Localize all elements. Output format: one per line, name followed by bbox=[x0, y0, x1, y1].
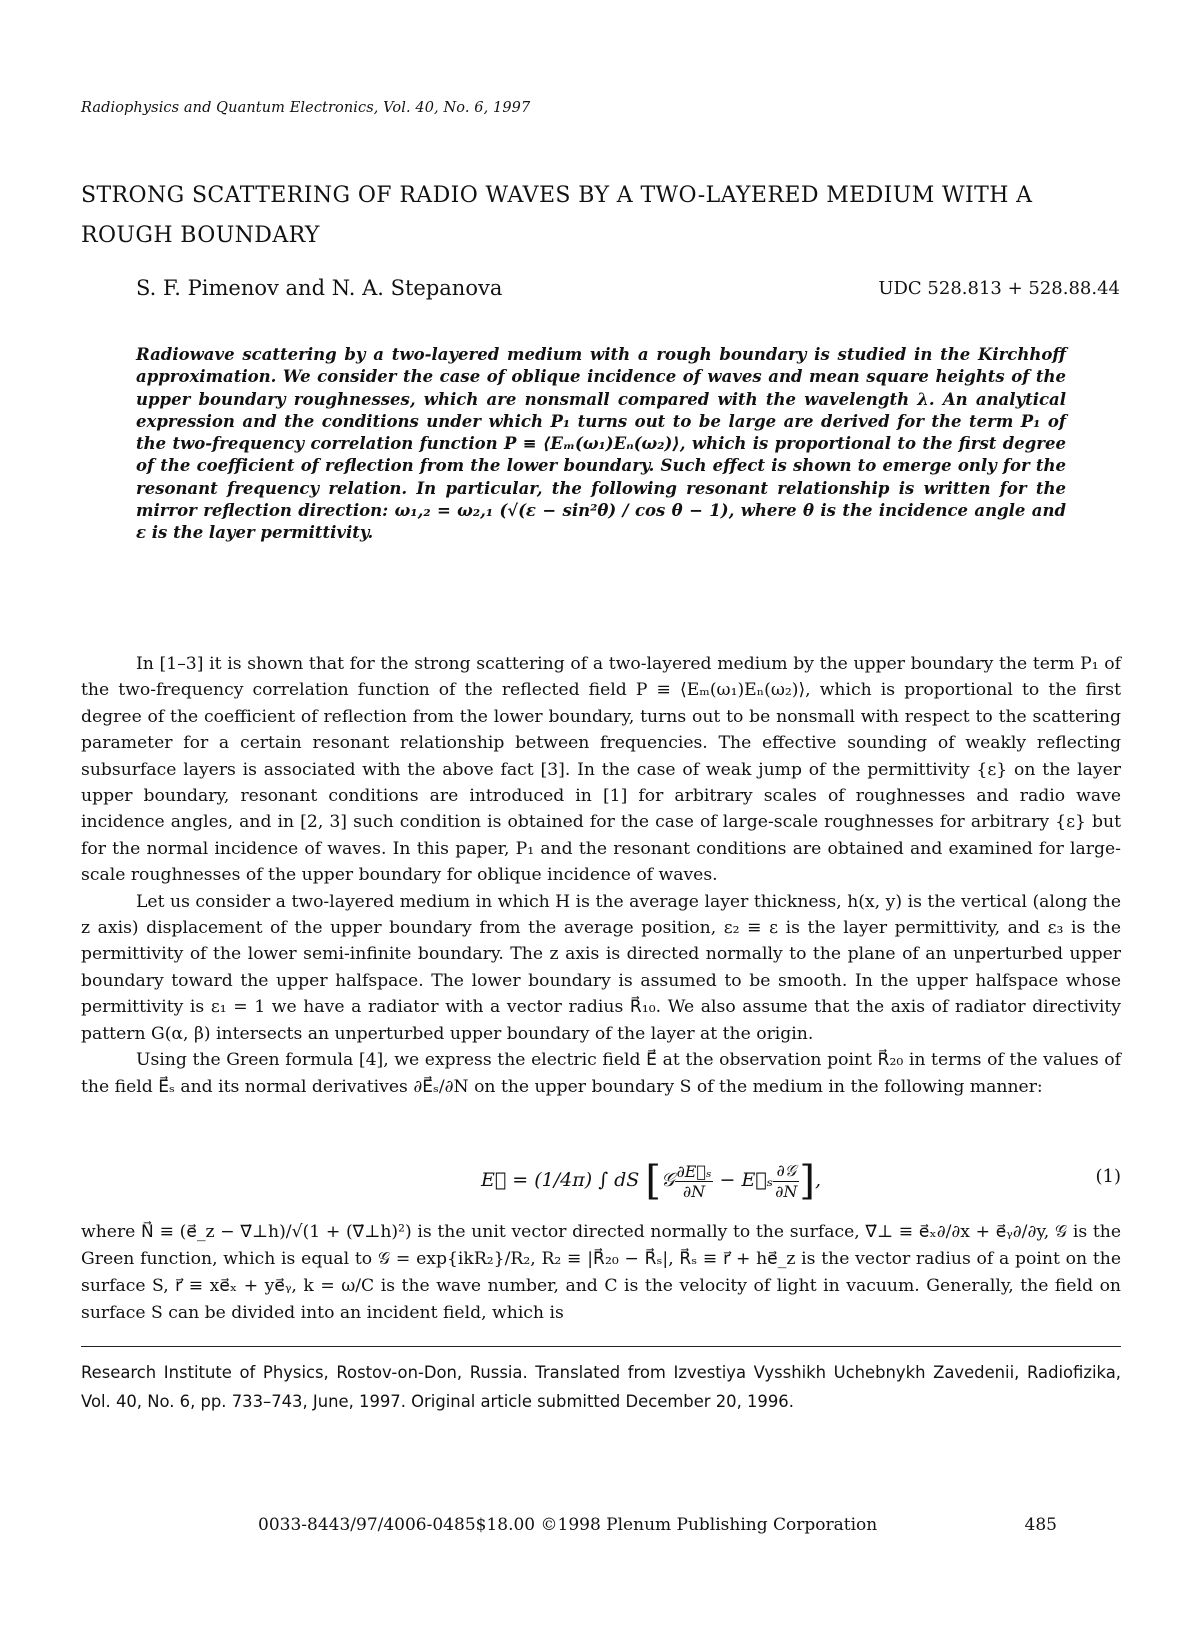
equation-1-tail: , bbox=[815, 1169, 822, 1191]
footnote-divider bbox=[81, 1346, 1121, 1347]
left-bracket: [ bbox=[645, 1158, 661, 1204]
fraction-denominator: ∂N bbox=[775, 1182, 798, 1201]
udc-code: UDC 528.813 + 528.88.44 bbox=[878, 278, 1120, 299]
fraction-numerator: ∂𝒢 bbox=[773, 1161, 799, 1182]
paragraph-intro: In [1–3] it is shown that for the strong scattering of a two-layered medium by the upper boundary the term P₁ of the two-frequency correlation function of the reflected field P ≡ ⟨Eₘ(ω₁)Eₙ(ω₂)⟩, which is proportional to the first degree of the coefficient of reflection from the lower boundary, turns out to be nonsmall with respect to the scattering parameter for a certain resonant relationship between frequencies. The effective sounding of weakly reflecting subsurface layers is associated with the above fact [3]. In the case of weak jump of the permittivity {ε} on the layer upper boundary, resonant conditions are introduced in [1] for arbitrary scales of roughnesses and radio wave incidence angles, and in [2, 3] such condition is obtained for the case of large-scale roughnesses for arbitrary {ε} but for the normal incidence of waves. In this paper, P₁ and the resonant conditions are obtained and examined for large-scale roughnesses of the upper boundary for oblique incidence of waves. bbox=[81, 654, 1121, 886]
page-number: 485 bbox=[1024, 1515, 1057, 1535]
publisher-line: 0033-8443/97/4006-0485$18.00 ©1998 Plenum Publishing Corporation bbox=[258, 1515, 878, 1535]
article-authors: S. F. Pimenov and N. A. Stepanova bbox=[136, 276, 503, 300]
equation-1-left: E⃗ = (1/4π) ∫ dS bbox=[481, 1169, 640, 1191]
equation-1 bbox=[81, 1150, 1121, 1214]
equation-number: (1) bbox=[1095, 1166, 1121, 1187]
footnote: Research Institute of Physics, Rostov-on-Don, Russia. Translated from Izvestiya Vysshikh Uchebnykh Zavedenii, Radiofizika, Vol. 40, No. 6, pp. 733–743, June, 1997. Original article submitted December 20, 1996. bbox=[81, 1363, 1121, 1411]
paragraph-green-formula: Using the Green formula [4], we express the electric field E⃗ at the observation point R⃗₂₀ in terms of the values of the field E⃗ₛ and its normal derivatives ∂E⃗ₛ/∂N on the upper boundary S of the medium in the following manner: bbox=[81, 1050, 1121, 1097]
equation-1-minus-term: − E⃗ₛ bbox=[713, 1169, 774, 1191]
paragraph-definitions: where N⃗ ≡ (e⃗_z − ∇⃗⊥h)/√(1 + (∇⃗⊥h)²) is the unit vector directed normally to the surface, ∇⃗⊥ ≡ e⃗ₓ∂/∂x + e⃗ᵧ∂/∂y, 𝒢 is the Green function, which is equal to 𝒢 = exp{ikR₂}/R₂, R₂ ≡ |R⃗₂₀ − R⃗ₛ|, R⃗ₛ ≡ r⃗ + he⃗_z is the vector radius of a point on the surface S, r⃗ ≡ xe⃗ₓ + ye⃗ᵧ, k = ω/C is the wave number, and C is the velocity of light in vacuum. Generally, the field on surface S can be divided into an incident field, which is bbox=[81, 1222, 1121, 1323]
right-bracket: ] bbox=[799, 1158, 816, 1204]
fraction-denominator: ∂N bbox=[682, 1181, 706, 1201]
abstract bbox=[136, 344, 1066, 545]
article-title: STRONG SCATTERING OF RADIO WAVES BY A TWO-LAYERED MEDIUM WITH A ROUGH BOUNDARY bbox=[81, 183, 1033, 248]
abstract-resonant-equation: ω₁,₂ = ω₂,₁ (√(ε − sin²θ) / cos θ − 1), bbox=[394, 501, 735, 521]
green-function-symbol: 𝒢 bbox=[660, 1169, 675, 1191]
journal-header: Radiophysics and Quantum Electronics, Vol. 40, No. 6, 1997 bbox=[81, 100, 531, 116]
body-text-continued bbox=[81, 1219, 1121, 1327]
equation-1-formula bbox=[481, 1158, 821, 1204]
abstract-main-text: Radiowave scattering by a two-layered medium with a rough boundary is studied in the Kirchhoff approximation. We consider the case of oblique incidence of waves and mean square heights of the upper boundary roughnesses, which are nonsmall compared with the wavelength λ. An analytical expression and the conditions under which P₁ turns out to be large are derived for the term P₁ of the two-frequency correlation function P ≡ ⟨Eₘ(ω₁)Eₙ(ω₂)⟩, which is proportional to the first degree of the coefficient of reflection from the lower boundary. Such effect is shown to emerge only for the resonant frequency relation. In particular, the following resonant relationship is written for the mirror reflection direction: bbox=[136, 345, 1066, 521]
body-text bbox=[81, 651, 1121, 1100]
fraction-green-derivative bbox=[773, 1161, 799, 1201]
abstract-tail-text: where θ is the incidence angle and ε is the layer permittivity. bbox=[136, 501, 1066, 543]
paragraph-model: Let us consider a two-layered medium in which H is the average layer thickness, h(x, y) is the vertical (along the z axis) displacement of the upper boundary from the average position, ε₂ ≡ ε is the layer permittivity, and ε₃ is the permittivity of the lower semi-infinite boundary. The z axis is directed normally to the plane of an unperturbed upper boundary toward the upper halfspace. The lower boundary is assumed to be smooth. In the upper halfspace whose permittivity is ε₁ = 1 we have a radiator with a vector radius R⃗₁₀. We also assume that the axis of radiator directivity pattern G(α, β) intersects an unperturbed upper boundary of the layer at the origin. bbox=[81, 891, 1121, 1044]
fraction-field-derivative bbox=[675, 1162, 714, 1201]
fraction-numerator: ∂E⃗ₛ bbox=[676, 1161, 712, 1181]
